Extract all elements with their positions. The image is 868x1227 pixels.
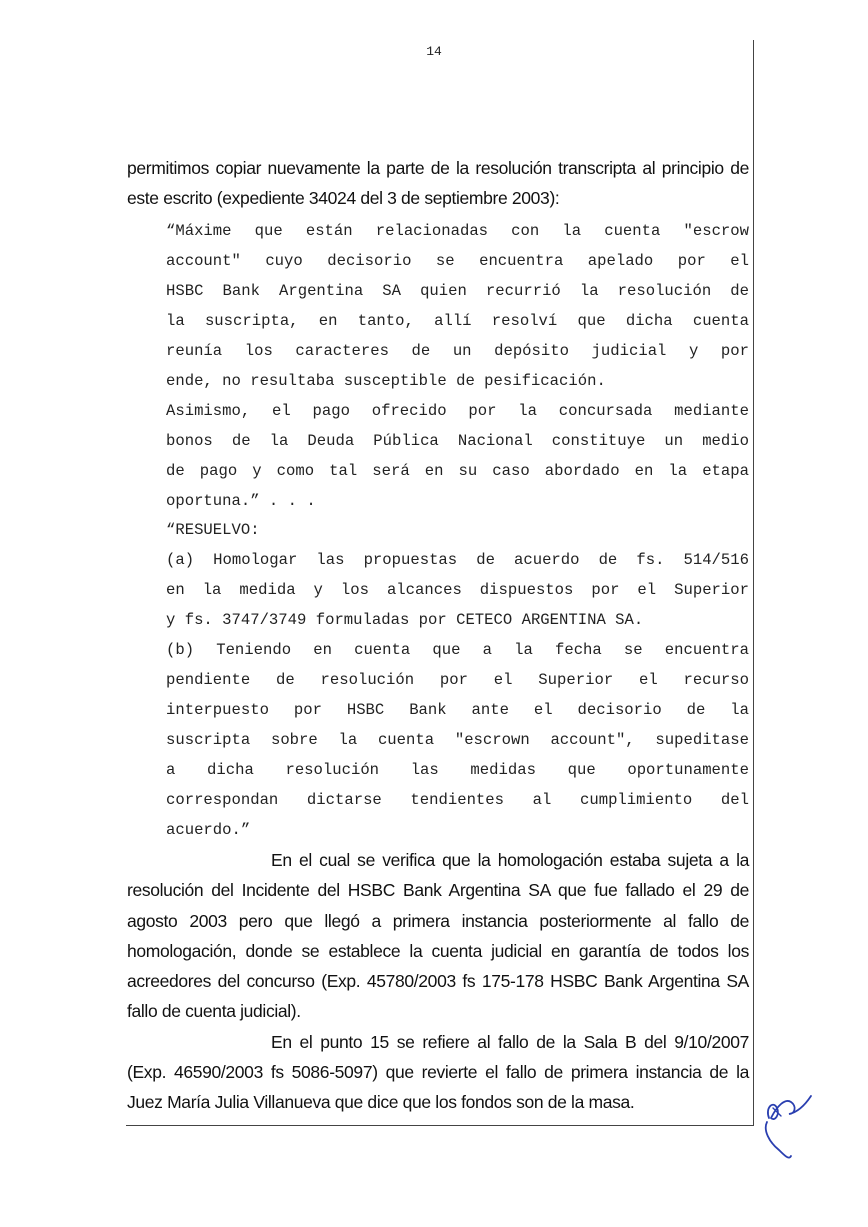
- paragraph-line: acreedores del concurso (Exp. 45780/2003 fs 175-178 HSBC Bank Argentina SA: [127, 971, 749, 991]
- intro-line-2: este escrito (expediente 34024 del 3 de septiembre 2003):: [127, 188, 560, 208]
- quote-line: oportuna.” . . .: [166, 492, 316, 510]
- quote-line: correspondan dictarse tendientes al cumplimiento del: [166, 791, 749, 809]
- quote-line: ende, no resultaba susceptible de pesificación.: [166, 372, 606, 390]
- quote-line: la suscripta, en tanto, allí resolví que dicha cuenta: [166, 312, 749, 330]
- right-margin-rule: [753, 40, 754, 1126]
- quote-line: HSBC Bank Argentina SA quien recurrió la resolución de: [166, 282, 749, 300]
- paragraph-line: (Exp. 46590/2003 fs 5086-5097) que revierte el fallo de primera instancia de la: [127, 1062, 749, 1082]
- bottom-rule: [126, 1125, 754, 1126]
- paragraph-line: En el cual se verifica que la homologación estaba sujeta a la: [271, 850, 749, 870]
- quote-line: y fs. 3747/3749 formuladas por CETECO ARGENTINA SA.: [166, 611, 644, 629]
- paragraph-line: Juez María Julia Villanueva que dice que los fondos son de la masa.: [127, 1092, 635, 1112]
- quote-line: interpuesto por HSBC Bank ante el decisorio de la: [166, 701, 749, 719]
- quote-line: “Máxime que están relacionadas con la cuenta "escrow: [166, 222, 749, 240]
- quote-line: a dicha resolución las medidas que oportunamente: [166, 761, 749, 779]
- quote-line: en la medida y los alcances dispuestos por el Superior: [166, 581, 749, 599]
- quote-line: “RESUELVO:: [166, 521, 260, 539]
- paragraph-line: fallo de cuenta judicial).: [127, 1001, 301, 1021]
- quote-line: Asimismo, el pago ofrecido por la concursada mediante: [166, 402, 749, 420]
- quote-line: acuerdo.”: [166, 821, 251, 839]
- quote-line: (a) Homologar las propuestas de acuerdo de fs. 514/516: [166, 551, 749, 569]
- quote-line: reunía los caracteres de un depósito judicial y por: [166, 342, 749, 360]
- quote-line: de pago y como tal será en su caso abordado en la etapa: [166, 462, 749, 480]
- paragraph-line: En el punto 15 se refiere al fallo de la Sala B del 9/10/2007: [271, 1032, 749, 1052]
- paragraph-line: homologación, donde se establece la cuenta judicial en garantía de todos los: [127, 941, 749, 961]
- quote-line: pendiente de resolución por el Superior el recurso: [166, 671, 749, 689]
- quote-line: (b) Teniendo en cuenta que a la fecha se encuentra: [166, 641, 749, 659]
- quote-line: account" cuyo decisorio se encuentra apelado por el: [166, 252, 749, 270]
- intro-line-1: permitimos copiar nuevamente la parte de la resolución transcripta al principio de: [127, 158, 749, 178]
- paragraph-line: agosto 2003 pero que llegó a primera instancia posteriormente al fallo de: [127, 911, 749, 931]
- quote-line: bonos de la Deuda Pública Nacional constituye un medio: [166, 432, 749, 450]
- quote-line: suscripta sobre la cuenta "escrown account", supeditase: [166, 731, 749, 749]
- page-number: 14: [426, 44, 442, 59]
- handwritten-signature: [755, 1078, 815, 1168]
- paragraph-line: resolución del Incidente del HSBC Bank Argentina SA que fue fallado el 29 de: [127, 880, 749, 900]
